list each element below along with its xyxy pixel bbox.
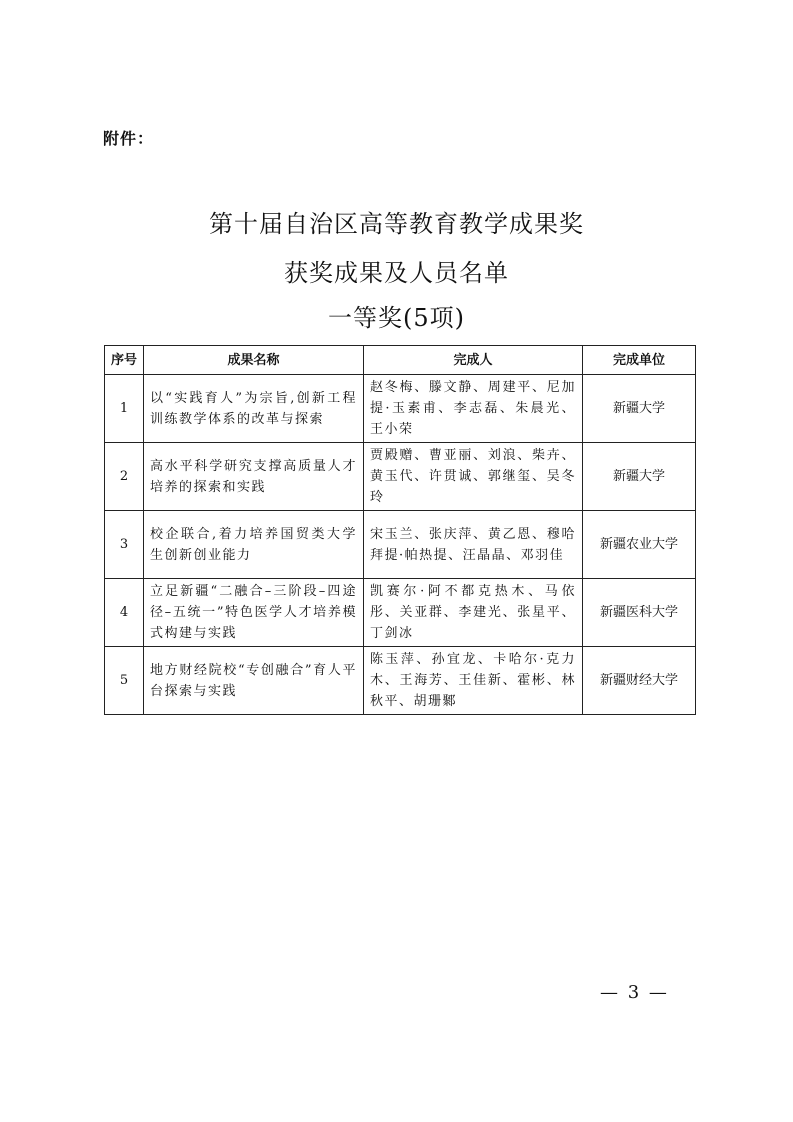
row-index: 5 — [105, 647, 144, 715]
institution: 新疆大学 — [583, 443, 696, 511]
page-title: 第十届自治区高等教育教学成果奖 — [209, 210, 584, 238]
participants: 宋玉兰、张庆萍、黄乙恩、穆哈拜提·帕热提、汪晶晶、邓羽佳 — [364, 511, 583, 579]
institution: 新疆大学 — [583, 375, 696, 443]
institution: 新疆财经大学 — [583, 647, 696, 715]
header-index: 序号 — [105, 346, 144, 375]
table-row — [105, 579, 696, 647]
header-people: 完成人 — [364, 346, 583, 375]
page-number: — 3 — — [600, 982, 669, 1003]
header-name: 成果名称 — [144, 346, 364, 375]
table-row — [105, 647, 696, 715]
institution: 新疆医科大学 — [583, 579, 696, 647]
row-index: 3 — [105, 511, 144, 579]
achievement-name: 地方财经院校“专创融合”育人平台探索与实践 — [144, 647, 364, 715]
table-row — [105, 511, 696, 579]
participants: 贾殿赠、曹亚丽、刘浪、柴卉、黄玉代、许贯诚、郭继玺、吴冬玲 — [364, 443, 583, 511]
participants: 陈玉萍、孙宜龙、卡哈尔·克力木、王海芳、王佳新、霍彬、林秋平、胡珊鄹 — [364, 647, 583, 715]
page-subtitle: 获奖成果及人员名单 — [284, 259, 509, 287]
achievement-name: 高水平科学研究支撑高质量人才培养的探索和实践 — [144, 443, 364, 511]
achievement-name: 以“实践育人”为宗旨,创新工程训练教学体系的改革与探索 — [144, 375, 364, 443]
header-unit: 完成单位 — [583, 346, 696, 375]
attachment-label: 附件： — [103, 129, 155, 148]
table-row — [105, 375, 696, 443]
awards-table — [104, 345, 696, 715]
table-row — [105, 443, 696, 511]
participants: 凯赛尔·阿不都克热木、马依彤、关亚群、李建光、张星平、丁剑冰 — [364, 579, 583, 647]
award-level-heading: 一等奖(5项) — [328, 304, 465, 332]
row-index: 2 — [105, 443, 144, 511]
row-index: 1 — [105, 375, 144, 443]
participants: 赵冬梅、滕文静、周建平、尼加提·玉素甫、李志磊、朱晨光、王小荣 — [364, 375, 583, 443]
institution: 新疆农业大学 — [583, 511, 696, 579]
table-header-row — [105, 346, 696, 375]
achievement-name: 校企联合,着力培养国贸类大学生创新创业能力 — [144, 511, 364, 579]
row-index: 4 — [105, 579, 144, 647]
achievement-name: 立足新疆“二融合–三阶段–四途径–五统一”特色医学人才培养模式构建与实践 — [144, 579, 364, 647]
